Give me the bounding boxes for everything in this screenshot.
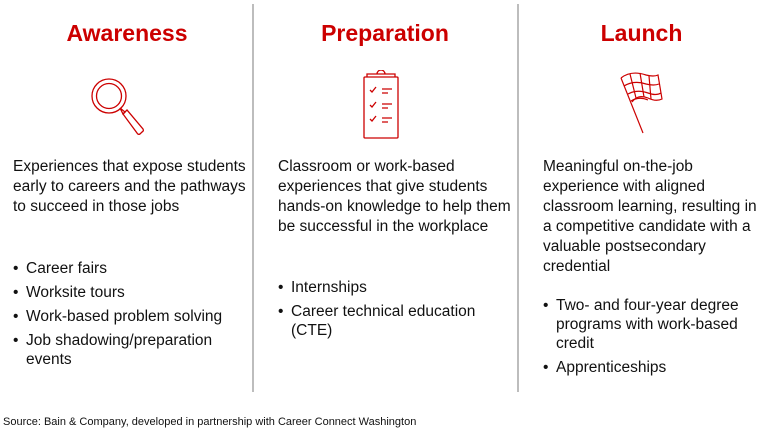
column-launch	[543, 0, 765, 400]
checkered-flag-icon	[608, 70, 678, 140]
list-item: • Career technical education (CTE)	[278, 302, 516, 340]
column-divider	[252, 4, 254, 392]
column-description: Classroom or work-based experiences that give students hands-on knowledge to help them be successful in the workplace	[278, 158, 511, 235]
list-item: • Internships	[278, 278, 516, 297]
magnifying-glass-icon	[83, 70, 153, 140]
bullet-list	[278, 278, 516, 345]
list-item: • Career fairs	[13, 259, 251, 278]
list-item: • Job shadowing/preparation events	[13, 331, 251, 369]
column-awareness	[13, 0, 251, 400]
source-note: Source: Bain & Company, developed in partnership with Career Connect Washington	[3, 416, 417, 428]
column-title: Preparation	[321, 20, 449, 46]
bullet-list	[543, 296, 765, 382]
column-description: Experiences that expose students early to careers and the pathways to succeed in those jobs	[13, 158, 246, 215]
column-title: Launch	[600, 20, 683, 46]
column-title: Awareness	[66, 20, 188, 46]
column-description: Meaningful on-the-job experience with aligned classroom learning, resulting in a competitive candidate with a valuable postsecondary credential	[543, 158, 757, 275]
list-item: • Apprenticeships	[543, 358, 765, 377]
list-item: • Worksite tours	[13, 283, 251, 302]
bullet-list	[13, 259, 251, 374]
list-item: • Two- and four-year degree programs with work-based credit	[543, 296, 765, 353]
column-divider	[517, 4, 519, 392]
clipboard-checklist-icon	[351, 70, 421, 140]
column-preparation	[278, 0, 516, 400]
list-item: • Work-based problem solving	[13, 307, 251, 326]
